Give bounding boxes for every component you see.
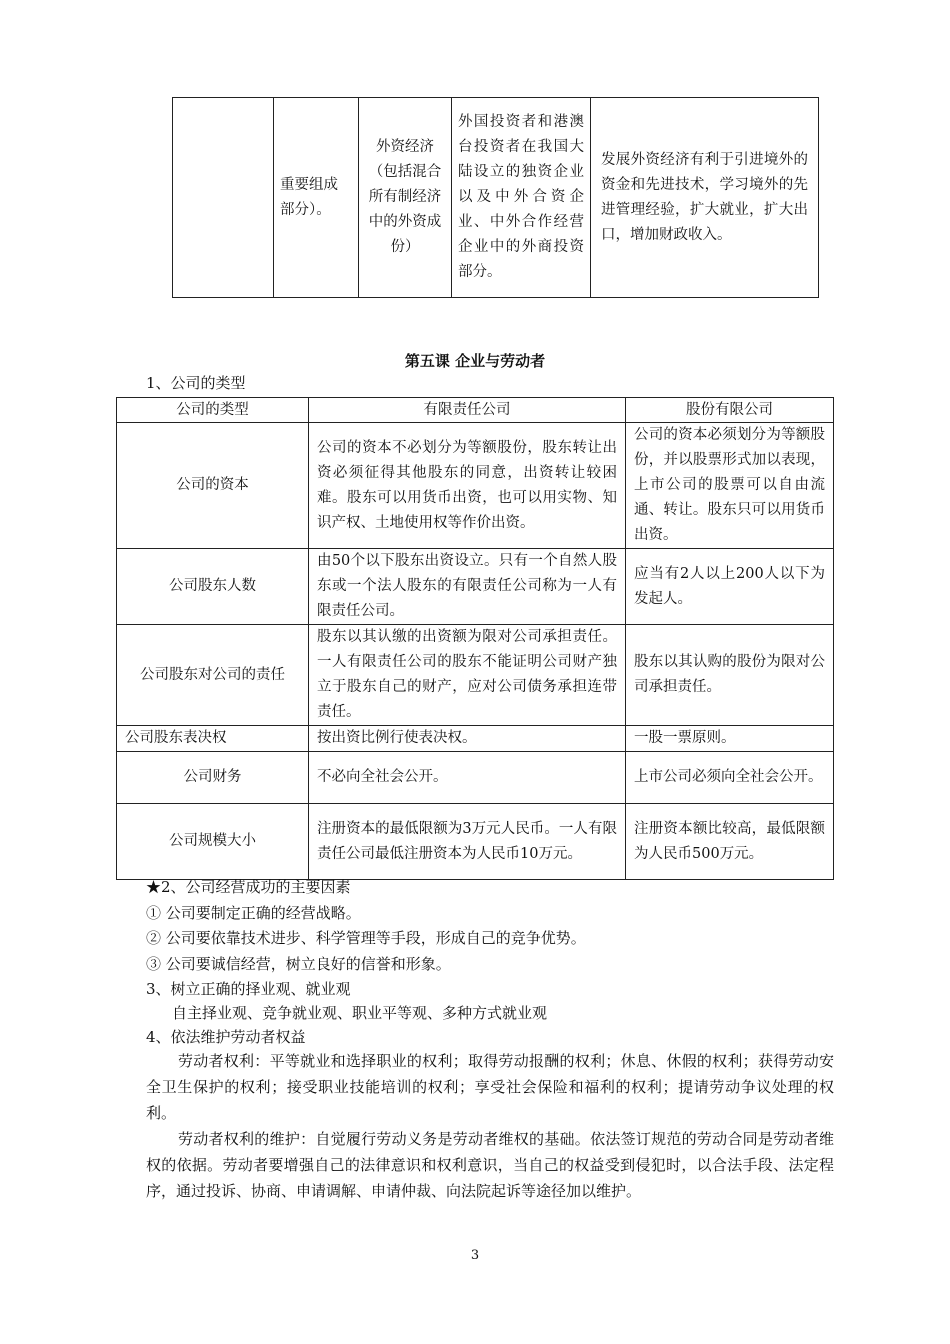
section3-heading: 3、树立正确的择业观、就业观 (146, 980, 351, 998)
cell-llc-capital: 公司的资本不必划分为等额股份，股东转让出资必须征得其他股东的同意，出资转让较困难。股东可以用货币出资，也可以用实物、知识产权、土地使用权等作价出资。 (309, 423, 626, 549)
section4-para2: 劳动者权利的维护：自觉履行劳动义务是劳动者维权的基础。依法签订规范的劳动合同是劳动者维权的依据。劳动者要增强自己的法律意识和权利意识，当自己的权益受到侵犯时，以合法手段、法定程序，通过投诉、协商、申请调解、申请仲裁、向法院起诉等途径加以维护。 (146, 1130, 834, 1200)
section3-body: 自主择业观、竞争就业观、职业平等观、多种方式就业观 (172, 1004, 548, 1022)
table-row (117, 726, 834, 752)
table-row (117, 549, 834, 625)
list-item: ③ 公司要诚信经营，树立良好的信誉和形象。 (146, 955, 451, 973)
cell-llc-finance: 不必向全社会公开。 (309, 752, 626, 804)
section1-heading: 1、公司的类型 (146, 374, 246, 392)
top-table-col3: 外资经济（包括混合所有制经济中的外资成份） (359, 98, 452, 298)
cell-jsc-shareholders: 应当有2人以上200人以下为发起人。 (626, 549, 834, 625)
cell-jsc-liability: 股东以其认购的股份为限对公司承担责任。 (626, 625, 834, 726)
row-label-scale: 公司规模大小 (117, 804, 309, 880)
cell-jsc-capital: 公司的资本必须划分为等额股份，并以股票形式加以表现，上市公司的股票可以自由流通、转让。股东只可以用货币出资。 (626, 423, 834, 549)
section4-para1: 劳动者权利：平等就业和选择职业的权利；取得劳动报酬的权利；休息、休假的权利；获得劳动安全卫生保护的权利；接受职业技能培训的权利；享受社会保险和福利的权利；提请劳动争议处理的权利。 (146, 1052, 834, 1122)
cell-llc-shareholders: 由50个以下股东出资设立。只有一个自然人股东或一个法人股东的有限责任公司称为一人有限责任公司。 (309, 549, 626, 625)
row-label-finance: 公司财务 (117, 752, 309, 804)
top-table-col5: 发展外资经济有利于引进境外的资金和先进技术，学习境外的先进管理经验，扩大就业，扩大出口，增加财政收入。 (591, 98, 819, 298)
table-row (117, 804, 834, 880)
row-label-shareholders: 公司股东人数 (117, 549, 309, 625)
cell-jsc-voting: 一股一票原则。 (626, 726, 834, 752)
cell-llc-voting: 按出资比例行使表决权。 (309, 726, 626, 752)
list-item: ① 公司要制定正确的经营战略。 (146, 904, 361, 922)
row-label-liability: 公司股东对公司的责任 (117, 625, 309, 726)
table-row (117, 625, 834, 726)
section2-heading: ★2、公司经营成功的主要因素 (146, 878, 351, 896)
top-table (172, 97, 819, 298)
top-table-col2: 重要组成部分）。 (274, 98, 359, 298)
header-llc: 有限责任公司 (309, 398, 626, 423)
cell-jsc-scale: 注册资本额比较高，最低限额为人民币500万元。 (626, 804, 834, 880)
table-row (117, 423, 834, 549)
list-item: ② 公司要依靠技术进步、科学管理等手段，形成自己的竞争优势。 (146, 929, 586, 947)
cell-llc-scale: 注册资本的最低限额为3万元人民币。一人有限责任公司最低注册资本为人民币10万元。 (309, 804, 626, 880)
company-table (116, 397, 834, 880)
header-company-type: 公司的类型 (117, 398, 309, 423)
cell-llc-liability: 股东以其认缴的出资额为限对公司承担责任。一人有限责任公司的股东不能证明公司财产独立于股东自己的财产，应对公司债务承担连带责任。 (309, 625, 626, 726)
lesson-title: 第五课 企业与劳动者 (404, 352, 546, 370)
header-jsc: 股份有限公司 (626, 398, 834, 423)
company-table-header-row (117, 398, 834, 423)
top-table-empty-cell (173, 98, 274, 298)
top-table-col4: 外国投资者和港澳台投资者在我国大陆设立的独资企业以及中外合资企业、中外合作经营企业中的外商投资部分。 (452, 98, 591, 298)
cell-jsc-finance: 上市公司必须向全社会公开。 (626, 752, 834, 804)
section4-heading: 4、依法维护劳动者权益 (146, 1028, 306, 1046)
row-label-capital: 公司的资本 (117, 423, 309, 549)
page-number: 3 (470, 1248, 480, 1263)
row-label-voting: 公司股东表决权 (117, 726, 309, 752)
table-row (117, 752, 834, 804)
